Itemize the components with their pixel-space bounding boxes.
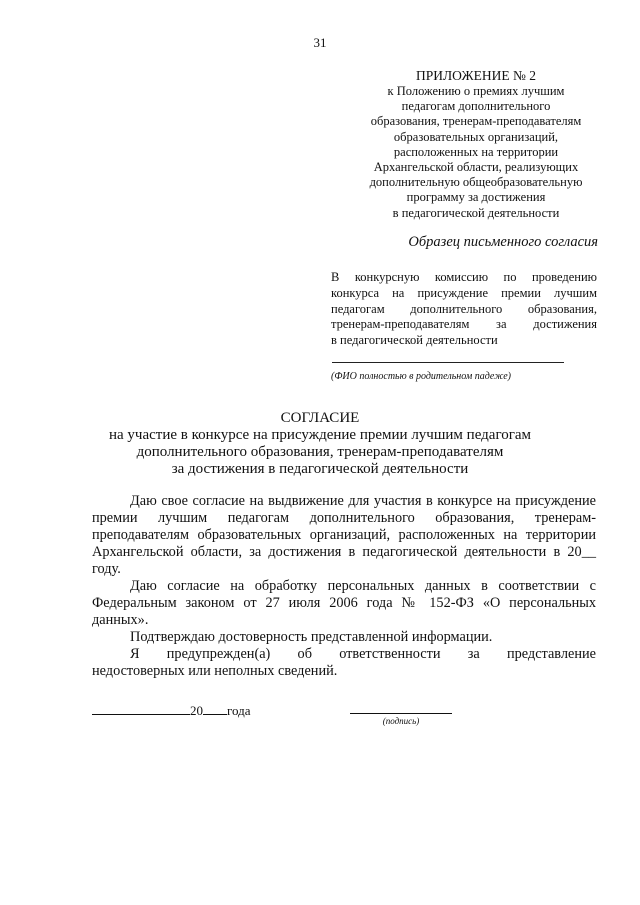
consent-title-block — [0, 410, 640, 478]
date-year-prefix: 20 — [190, 703, 203, 718]
consent-heading: СОГЛАСИЕ — [280, 410, 360, 426]
consent-body — [92, 493, 596, 680]
addressee-line: В конкурсную комиссию по проведению — [331, 270, 597, 284]
appendix-line: Архангельской области, реализующих — [373, 160, 579, 175]
consent-paragraph-liability-line1: Я предупрежден(а) об ответственности за представление — [130, 646, 596, 662]
date-year-blank — [203, 702, 227, 715]
consent-paragraph-liability-line2: недостоверных или неполных сведений. — [92, 663, 338, 679]
appendix-line: образовательных организаций, — [393, 129, 559, 144]
addressee-line: конкурса на присуждение премии лучшим — [331, 285, 597, 300]
addressee-line: тренерам-преподавателям за достижения — [331, 317, 597, 332]
appendix-line: программу за достижения — [406, 190, 546, 205]
addressee-block — [331, 270, 597, 349]
date-day-month-blank — [92, 702, 190, 715]
appendix-line: расположенных на территории — [393, 144, 559, 159]
consent-subtitle-line: дополнительного образования, тренерам-преподавателям — [136, 444, 504, 460]
addressee-line: в педагогической деятельности — [331, 333, 498, 348]
appendix-line: в педагогической деятельности — [392, 205, 560, 220]
addressee-line: педагогам дополнительного образования, — [331, 301, 597, 316]
fio-caption: (ФИО полностью в родительном падеже) — [331, 371, 512, 382]
date-year-suffix: года — [227, 703, 251, 718]
consent-paragraph-personal-data: Даю согласие на обработку персональных данных в соответствии с Федеральным законом от 27 июля 2006 года № 152-ФЗ «О персональных данных». — [92, 578, 596, 628]
sample-title: Образец письменного согласия — [408, 234, 598, 250]
appendix-line: к Положению о премиях лучшим — [387, 84, 565, 98]
appendix-line: педагогам дополнительного — [401, 99, 551, 114]
consent-paragraph-confirmation: Подтверждаю достоверность представленной информации. — [130, 629, 493, 645]
appendix-line: дополнительную общеобразовательную — [369, 175, 583, 190]
signature-line — [350, 713, 452, 714]
appendix-title: ПРИЛОЖЕНИЕ № 2 — [415, 68, 537, 83]
fio-underline — [332, 362, 564, 363]
signature-caption: (подпись) — [382, 716, 420, 726]
page-number: 31 — [313, 35, 327, 50]
consent-paragraph-nomination: Даю свое согласие на выдвижение для участия в конкурсе на присуждение премии лучшим педагогам дополнительного образования, тренерам-преподавателям образовательных организаций, расположенных на территории Архангельской области, за достижения в педагогической деятельности в 20__ году. — [92, 493, 596, 577]
date-field — [92, 702, 251, 719]
appendix-line: образования, тренерам-преподавателям — [370, 114, 582, 129]
consent-subtitle-line: на участие в конкурсе на присуждение премии лучшим педагогам — [108, 427, 532, 443]
appendix-block — [352, 68, 600, 221]
consent-subtitle-line: за достижения в педагогической деятельности — [171, 461, 469, 477]
